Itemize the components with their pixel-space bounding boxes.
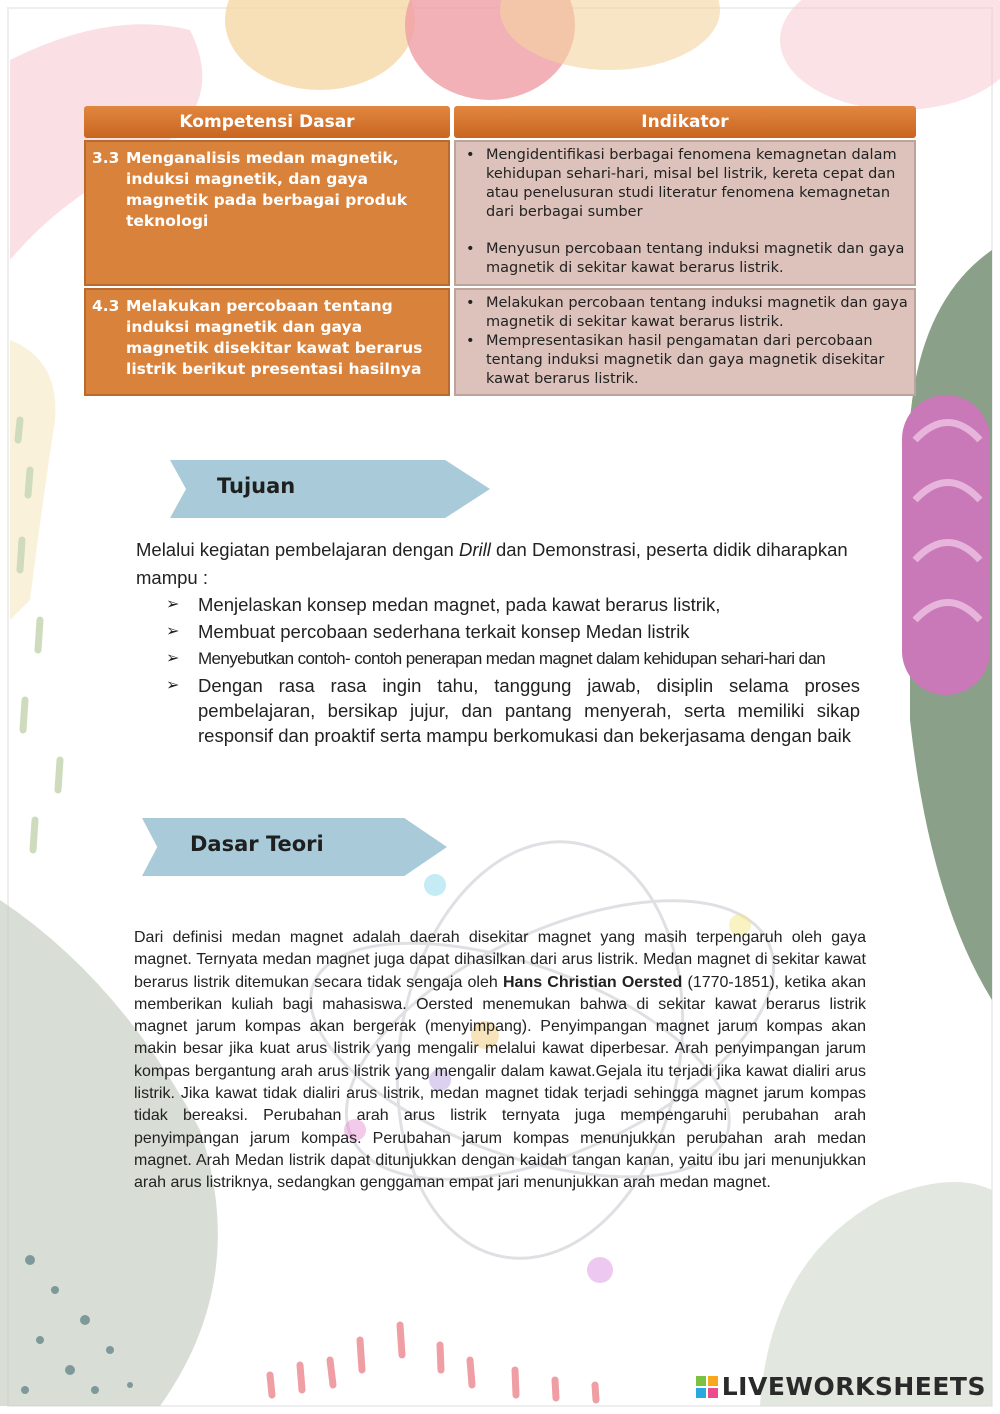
header-kompetensi-dasar: Kompetensi Dasar [84, 106, 450, 138]
intro-text-end: dan Demonstrasi, peserta didik diharapkan mampu : [136, 539, 848, 588]
dasar-teori-paragraph [134, 927, 866, 1195]
intro-italic: Drill [458, 539, 491, 560]
indikator-item: • Mempresentasikan hasil pengamatan dari percobaan tentang induksi magnetik dan gaya magnetik disekitar kawat berarus listrik. [466, 332, 908, 389]
indikator-item: • Melakukan percobaan tentang induksi magnetik dan gaya magnetik di sekitar kawat berarus listrik. [466, 294, 908, 332]
teori-name: Hans Christian Oersted [502, 973, 683, 991]
teori-text: Dari definisi medan magnet adalah daerah disekitar magnet yang masih terpengaruh oleh gaya magnet. Ternyata medan magnet juga dapat dihasilkan dari arus listrik. Medan magnet di sekitar kawat berarus listrik ditemukan secara tidak sengaja oleh [134, 929, 866, 991]
tujuan-list [160, 592, 860, 750]
table-header-row [84, 106, 916, 138]
list-item: ➢ Dengan rasa rasa ingin tahu, tanggung jawab, disiplin selama proses pembelajaran, bersikap jujur, dan pantang menyerah, serta memiliki sikap responsif dan proaktif serta mampu berkomukasi dan bekerjasama dengan baik [160, 673, 860, 748]
list-item: ➢ Menyebutkan contoh- contoh penerapan medan magnet dalam kehidupan sehari-hari dan [160, 646, 860, 671]
list-item: ➢ Menjelaskan konsep medan magnet, pada kawat berarus listrik, [160, 592, 860, 617]
kd-cell [84, 140, 450, 286]
indikator-item: • Menyusun percobaan tentang induksi magnetik dan gaya magnetik di sekitar kawat berarus listrik. [466, 240, 908, 278]
header-indikator: Indikator [454, 106, 916, 138]
indikator-item: • Mengidentifikasi berbagai fenomena kemagnetan dalam kehidupan sehari-hari, misal bel listrik, kereta cepat dan atau penelusuran studi literatur fenomena kemagnetan dari berbagai sumber [466, 146, 908, 222]
table-row [84, 288, 916, 396]
kd-cell [84, 288, 450, 396]
kd-text: Melakukan percobaan tentang induksi magnetik dan gaya magnetik disekitar kawat berarus listrik berikut presentasi hasilnya [126, 297, 423, 379]
intro-text: Melalui kegiatan pembelajaran dengan [136, 539, 459, 560]
brand-text: LIVEWORKSHEETS [721, 1372, 986, 1401]
kd-number: 3.3 [92, 149, 120, 167]
indikator-cell [454, 140, 916, 286]
liveworksheets-brand [696, 1372, 986, 1401]
table-row [84, 140, 916, 286]
tujuan-title: Tujuan [217, 474, 296, 498]
liveworksheets-logo-icon [696, 1376, 718, 1398]
list-item: ➢ Membuat percobaan sederhana terkait konsep Medan listrik [160, 619, 860, 644]
kd-number: 4.3 [92, 297, 120, 316]
tujuan-intro [136, 536, 866, 592]
teori-text-end: (1770-1851), ketika akan memberikan kuliah bagi mahasiswa. Oersted menemukan bahwa di sekitar kawat berarus listrik magnet jarum kompas akan bergerak (menyimpang). Penyimpangan magnet jarum kompas akan makin besar jika kuat arus listrik yang mengalir melalui kawat diperbesar. Arah penyimpangan jarum kompas bergantung arah arus listrik yang mengalir dalam kawat.Gejala itu terjadi jika kawat dialiri arus listrik. Jika kawat tidak dialiri arus listrik, medan magnet tidak terjadi sehingga magnet jarum kompas tidak bereaksi. Perubahan arah arus listrik ternyata juga mempengaruhi perubahan arah penyimpangan jarum kompas. Perubahan jarum kompas menunjukkan perubahan arah medan magnet. Arah Medan listrik dapat ditunjukkan dengan kaidah tangan kanan, yaitu ibu jari menunjukkan arah arus listriknya, sedangkan genggaman empat jari menunjukkan arah medan magnet. [134, 973, 867, 1192]
competency-table [80, 104, 920, 398]
kd-text: Menganalisis medan magnetik, induksi magnetik, dan gaya magnetik pada berbagai produk teknologi [126, 149, 408, 230]
dasar-teori-title: Dasar Teori [190, 832, 324, 856]
indikator-cell [454, 288, 916, 396]
